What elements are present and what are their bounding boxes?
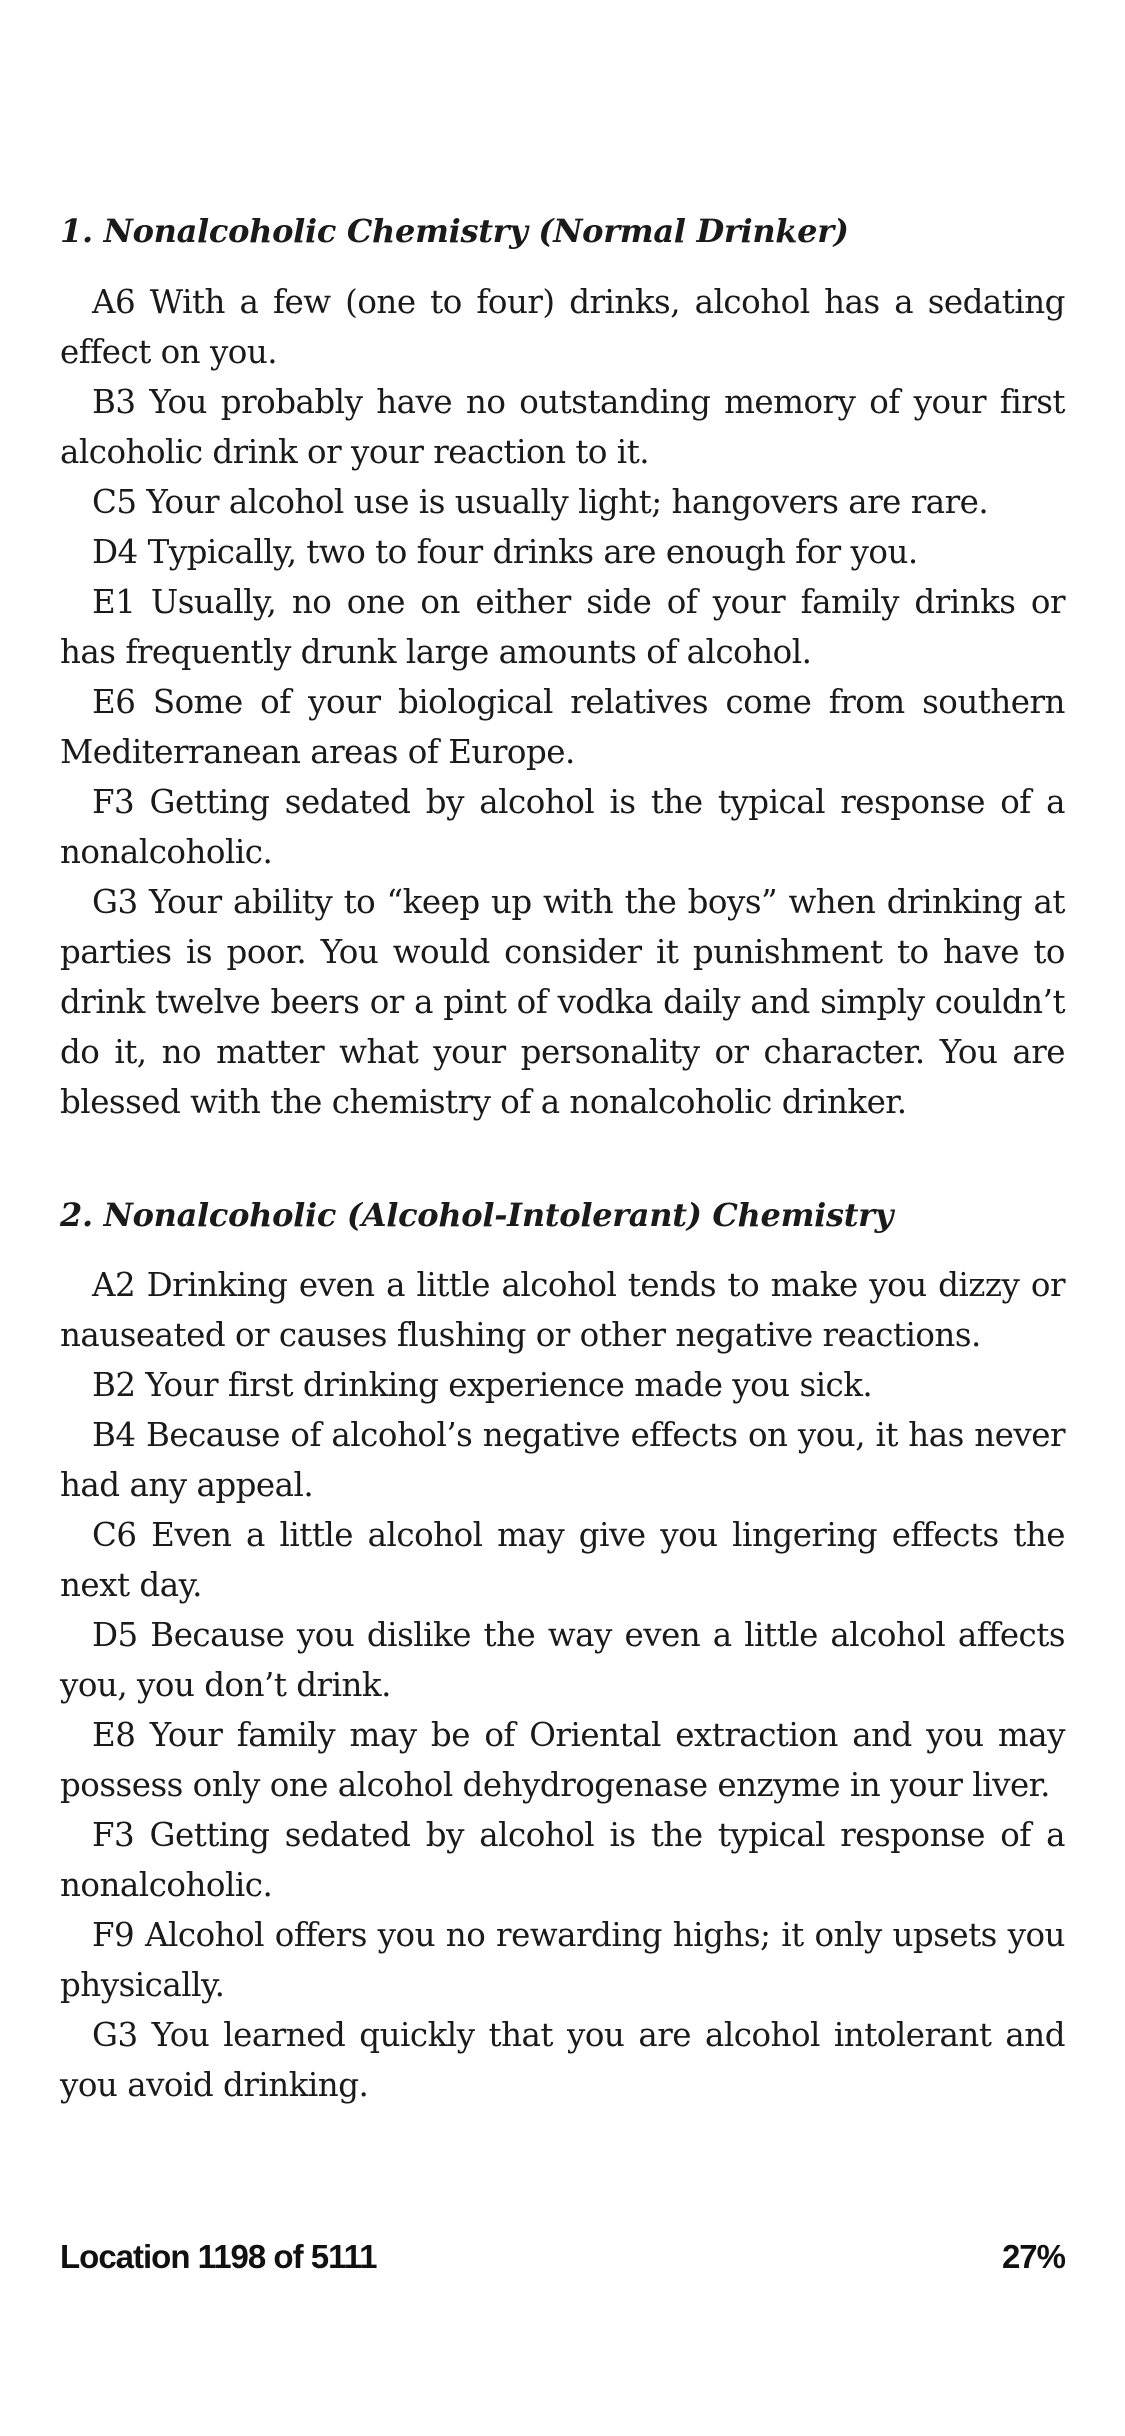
percent-read-indicator[interactable]: 27% (1001, 2238, 1065, 2275)
paragraph: E8 Your family may be of Oriental extraction and you may possess only one alcohol dehydrogenase enzyme in your liver. (60, 1716, 1065, 1804)
location-indicator[interactable]: Location 1198 of 5111 (60, 2238, 377, 2275)
paragraph: B4 Because of alcohol’s negative effects on you, it has never had any appeal. (60, 1416, 1065, 1504)
section-heading: 1. Nonalcoholic Chemistry (Normal Drinker) (60, 212, 849, 250)
paragraph: C5 Your alcohol use is usually light; hangovers are rare. (92, 483, 989, 521)
paragraph: F3 Getting sedated by alcohol is the typical response of a nonalcoholic. (60, 1816, 1065, 1904)
paragraph: A6 With a few (one to four) drinks, alcohol has a sedating effect on you. (60, 283, 1065, 371)
paragraph: A2 Drinking even a little alcohol tends to make you dizzy or nauseated or causes flushing or other negative reactions. (60, 1266, 1065, 1354)
paragraph: F3 Getting sedated by alcohol is the typical response of a nonalcoholic. (60, 783, 1065, 871)
section-body (60, 277, 1065, 1127)
paragraph: B3 You probably have no outstanding memory of your first alcoholic drink or your reaction to it. (60, 383, 1065, 471)
paragraph: E6 Some of your biological relatives come from southern Mediterranean areas of Europe. (60, 683, 1065, 771)
paragraph: F9 Alcohol offers you no rewarding highs; it only upsets you physically. (60, 1916, 1065, 2004)
section-heading: 2. Nonalcoholic (Alcohol-Intolerant) Chemistry (60, 1196, 894, 1234)
paragraph: D5 Because you dislike the way even a little alcohol affects you, you don’t drink. (60, 1616, 1065, 1704)
paragraph: B2 Your first drinking experience made you sick. (92, 1366, 873, 1404)
paragraph: C6 Even a little alcohol may give you lingering effects the next day. (60, 1516, 1065, 1604)
section-body (60, 1260, 1065, 2110)
paragraph: G3 Your ability to “keep up with the boys” when drinking at parties is poor. You would consider it punishment to have to drink twelve beers or a pint of vodka daily and simply couldn’t do it, no matter what your personality or character. You are blessed with the chemistry of a nonalcoholic drinker. (60, 883, 1065, 1121)
paragraph: E1 Usually, no one on either side of your family drinks or has frequently drunk large amounts of alcohol. (60, 583, 1065, 671)
paragraph: G3 You learned quickly that you are alcohol intolerant and you avoid drinking. (60, 2016, 1065, 2104)
paragraph: D4 Typically, two to four drinks are enough for you. (92, 533, 918, 571)
reading-progress-footer[interactable] (60, 2232, 1065, 2282)
